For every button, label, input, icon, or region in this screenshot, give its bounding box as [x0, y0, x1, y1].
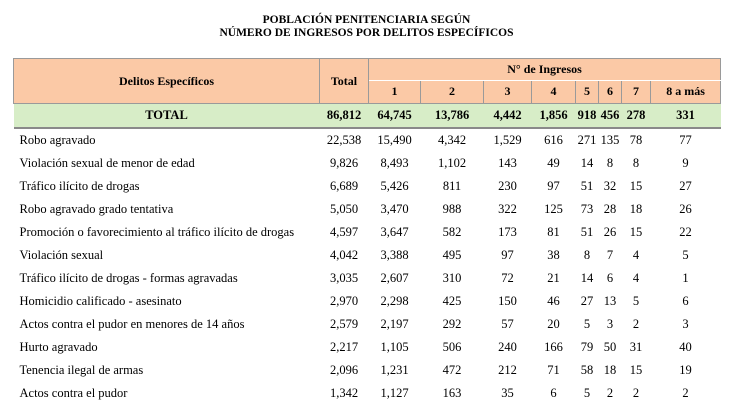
ingreso-cell: 26 — [603, 225, 617, 239]
ingreso-cell: 166 — [544, 340, 563, 354]
ingreso-cell: 35 — [501, 386, 514, 400]
ingreso-cell: 22 — [679, 225, 692, 239]
delito-label: Robo agravado grado tentativa — [19, 202, 174, 216]
total-ingreso-5: 918 — [576, 104, 599, 129]
ingreso-cell: 2 — [606, 386, 614, 400]
ingreso-cell: 811 — [442, 179, 462, 193]
ingreso-cell: 51 — [580, 179, 594, 193]
delito-total: 5,050 — [329, 202, 359, 216]
table-row — [14, 175, 721, 198]
ingreso-cell: 15,490 — [377, 133, 412, 147]
delito-label: Robo agravado — [19, 133, 96, 147]
ingreso-cell: 2 — [632, 317, 640, 331]
ingreso-cell: 125 — [544, 202, 563, 216]
delito-label: Violación sexual de menor de edad — [19, 156, 195, 170]
ingreso-cell: 49 — [547, 156, 560, 170]
ingreso-cell: 8 — [606, 156, 614, 170]
ingreso-cell: 32 — [603, 179, 617, 193]
ingreso-cell: 212 — [498, 363, 517, 377]
ingreso-cell: 472 — [442, 363, 462, 377]
ingreso-cell: 163 — [442, 386, 462, 400]
ingreso-cell: 616 — [544, 133, 563, 147]
delito-label: Hurto agravado — [19, 340, 98, 354]
ingreso-cell: 310 — [442, 271, 462, 285]
ingreso-cell: 271 — [577, 133, 597, 147]
ingreso-cell: 20 — [547, 317, 560, 331]
delito-total: 22,538 — [326, 133, 362, 147]
ingreso-cell: 1,102 — [437, 156, 467, 170]
delito-total: 4,042 — [329, 248, 359, 262]
ingreso-cell: 240 — [498, 340, 517, 354]
ingreso-cell: 4,342 — [437, 133, 467, 147]
delito-total: 6,689 — [329, 179, 359, 193]
ingreso-cell: 77 — [679, 133, 692, 147]
ingreso-cell: 135 — [600, 133, 620, 147]
delito-label: Tenencia ilegal de armas — [19, 363, 144, 377]
header-col-2: 2 — [421, 80, 484, 103]
ingreso-cell: 38 — [547, 248, 560, 262]
table-row — [14, 290, 721, 313]
delito-total: 2,096 — [329, 363, 359, 377]
header-col-8-a-mas: 8 a más — [651, 80, 721, 103]
delito-label: Actos contra el pudor en menores de 14 años — [19, 317, 245, 331]
ingreso-cell: 2,298 — [380, 294, 409, 308]
header-col-7: 7 — [622, 80, 651, 103]
table-row — [14, 198, 721, 221]
ingreso-cell: 5 — [682, 248, 689, 262]
title-line-1: POBLACIÓN PENITENCIARIA SEGÚN — [262, 14, 471, 26]
ingreso-cell: 6 — [682, 294, 689, 308]
ingreso-cell: 5 — [632, 294, 640, 308]
ingreso-cell: 27 — [580, 294, 594, 308]
total-ingreso-8-a-mas: 331 — [651, 104, 721, 129]
ingreso-cell: 988 — [442, 202, 462, 216]
total-ingreso-7: 278 — [622, 104, 651, 129]
total-ingreso-3: 4,442 — [484, 104, 532, 129]
ingreso-cell: 78 — [629, 133, 643, 147]
ingreso-cell: 3 — [682, 317, 689, 331]
ingreso-cell: 73 — [580, 202, 594, 216]
ingreso-cell: 3,388 — [380, 248, 409, 262]
delito-total: 2,217 — [329, 340, 359, 354]
ingreso-cell: 2,607 — [380, 271, 409, 285]
ingreso-cell: 81 — [547, 225, 560, 239]
ingreso-cell: 8 — [583, 248, 591, 262]
delito-total: 3,035 — [329, 271, 359, 285]
ingreso-cell: 15 — [629, 179, 643, 193]
delito-label: Tráfico ilícito de drogas — [19, 179, 140, 193]
header-delitos: Delitos Específicos — [14, 59, 320, 104]
ingreso-cell: 1,105 — [380, 340, 409, 354]
ingreso-cell: 4 — [632, 248, 640, 262]
ingreso-cell: 2 — [632, 386, 640, 400]
total-ingreso-2: 13,786 — [421, 104, 484, 129]
delito-label: Homicidio calificado - asesinato — [19, 294, 182, 308]
total-ingreso-6: 456 — [599, 104, 622, 129]
header-col-6: 6 — [599, 80, 622, 103]
ingreso-cell: 1,529 — [493, 133, 522, 147]
ingreso-cell: 19 — [679, 363, 692, 377]
table-row — [14, 128, 721, 152]
ingreso-cell: 31 — [629, 340, 643, 354]
total-label: TOTAL — [14, 104, 320, 129]
title-line-2: NÚMERO DE INGRESOS POR DELITOS ESPECÍFICOS — [219, 27, 514, 39]
table-row — [14, 221, 721, 244]
ingreso-cell: 425 — [442, 294, 462, 308]
ingreso-cell: 582 — [442, 225, 462, 239]
ingreso-cell: 150 — [498, 294, 517, 308]
ingreso-cell: 5,426 — [380, 179, 409, 193]
ingreso-cell: 5 — [583, 386, 591, 400]
table-row — [14, 382, 721, 405]
ingreso-cell: 143 — [498, 156, 517, 170]
ingreso-cell: 230 — [498, 179, 517, 193]
total-value: 86,812 — [320, 104, 369, 129]
ingreso-cell: 8,493 — [380, 156, 409, 170]
ingreso-cell: 5 — [583, 317, 591, 331]
ingreso-cell: 9 — [682, 156, 689, 170]
ingreso-cell: 7 — [606, 248, 614, 262]
ingreso-cell: 26 — [679, 202, 692, 216]
ingreso-cell: 14 — [580, 271, 594, 285]
delito-total: 9,826 — [329, 156, 359, 170]
ingreso-cell: 71 — [547, 363, 560, 377]
table-row — [14, 359, 721, 382]
ingreso-cell: 2 — [682, 386, 689, 400]
ingreso-cell: 173 — [498, 225, 517, 239]
ingreso-cell: 15 — [629, 363, 643, 377]
ingreso-cell: 3 — [606, 317, 614, 331]
delito-total: 2,970 — [329, 294, 359, 308]
ingreso-cell: 72 — [501, 271, 514, 285]
header-col-3: 3 — [484, 80, 532, 103]
table-header — [14, 59, 721, 104]
ingreso-cell: 6 — [606, 271, 614, 285]
delito-total: 2,579 — [329, 317, 359, 331]
delitos-table — [13, 58, 721, 405]
ingreso-cell: 57 — [501, 317, 514, 331]
ingreso-cell: 322 — [498, 202, 517, 216]
table-row — [14, 313, 721, 336]
ingreso-cell: 1,127 — [380, 386, 409, 400]
ingreso-cell: 292 — [442, 317, 462, 331]
delito-label: Actos contra el pudor — [19, 386, 128, 400]
ingreso-cell: 3,647 — [380, 225, 409, 239]
ingreso-cell: 97 — [501, 248, 514, 262]
header-col-5: 5 — [576, 80, 599, 103]
ingreso-cell: 51 — [580, 225, 594, 239]
ingreso-cell: 21 — [547, 271, 560, 285]
ingreso-cell: 15 — [629, 225, 643, 239]
delito-total: 4,597 — [329, 225, 359, 239]
ingreso-cell: 1,231 — [380, 363, 409, 377]
header-col-1: 1 — [369, 80, 421, 103]
table-row — [14, 152, 721, 175]
ingreso-cell: 2,197 — [380, 317, 409, 331]
ingreso-cell: 46 — [547, 294, 560, 308]
ingreso-cell: 50 — [603, 340, 617, 354]
ingreso-cell: 495 — [442, 248, 462, 262]
ingreso-cell: 6 — [550, 386, 557, 400]
ingreso-cell: 97 — [547, 179, 560, 193]
total-row — [14, 104, 721, 129]
delito-label: Promoción o favorecimiento al tráfico ilícito de drogas — [19, 225, 295, 239]
ingreso-cell: 18 — [629, 202, 643, 216]
header-ingresos: N° de Ingresos — [369, 59, 721, 81]
table-row — [14, 244, 721, 267]
table-row — [14, 336, 721, 359]
ingreso-cell: 506 — [442, 340, 462, 354]
ingreso-cell: 4 — [632, 271, 640, 285]
ingreso-cell: 13 — [603, 294, 617, 308]
ingreso-cell: 79 — [580, 340, 594, 354]
delito-label: Violación sexual — [19, 248, 104, 262]
ingreso-cell: 1 — [682, 271, 689, 285]
ingreso-cell: 8 — [632, 156, 640, 170]
delito-label: Tráfico ilícito de drogas - formas agravadas — [19, 271, 238, 285]
ingreso-cell: 40 — [679, 340, 692, 354]
ingreso-cell: 14 — [580, 156, 594, 170]
table-body — [14, 104, 721, 406]
header-col-4: 4 — [532, 80, 576, 103]
ingreso-cell: 58 — [580, 363, 594, 377]
ingreso-cell: 28 — [603, 202, 617, 216]
ingreso-cell: 3,470 — [380, 202, 409, 216]
ingreso-cell: 18 — [603, 363, 617, 377]
header-total: Total — [320, 59, 369, 104]
ingreso-cell: 27 — [679, 179, 692, 193]
total-ingreso-4: 1,856 — [532, 104, 576, 129]
delito-total: 1,342 — [329, 386, 359, 400]
total-ingreso-1: 64,745 — [369, 104, 421, 129]
table-row — [14, 267, 721, 290]
